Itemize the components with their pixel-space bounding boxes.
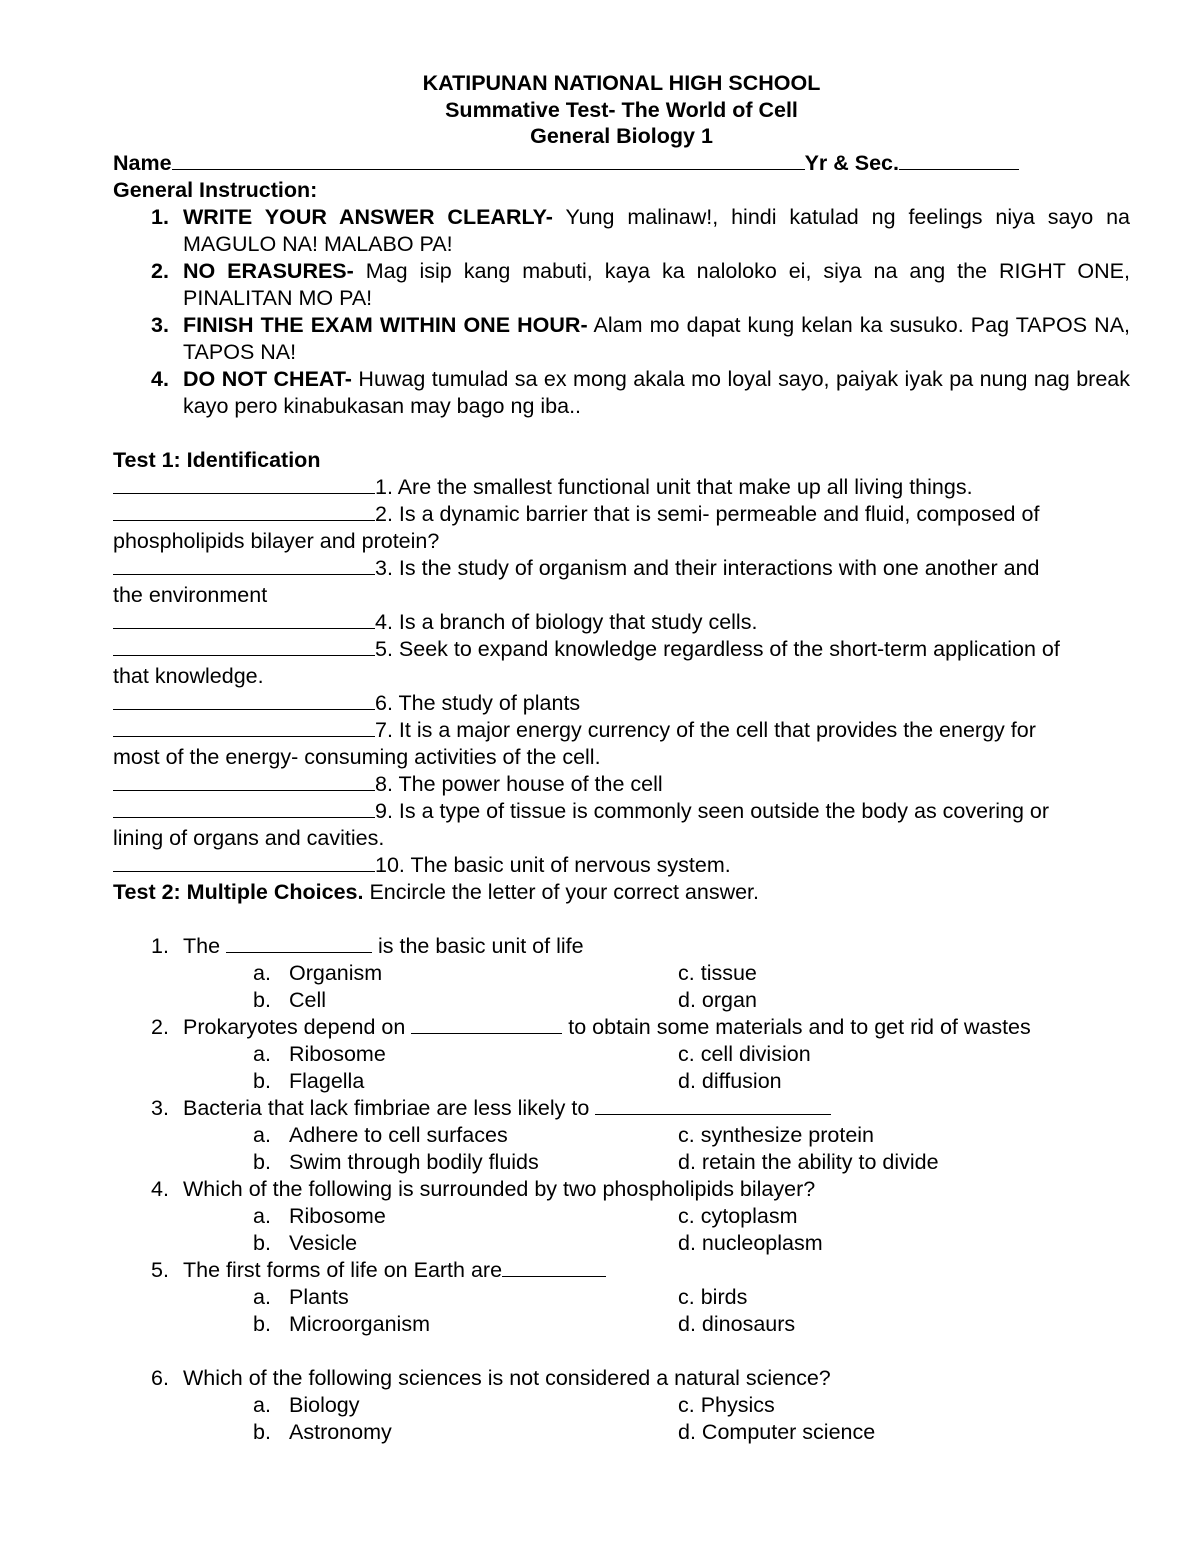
identification-item	[113, 609, 1130, 636]
option-b[interactable]	[113, 1311, 678, 1338]
identification-question: 4. Is a branch of biology that study cells.	[375, 609, 758, 634]
option-b[interactable]	[113, 987, 678, 1014]
mc-options-row	[113, 1311, 1130, 1338]
answer-blank[interactable]	[113, 718, 375, 737]
identification-question: 3. Is the study of organism and their interactions with one another and	[375, 555, 1040, 580]
option-letter: a.	[253, 960, 271, 985]
mc-question-pre: The	[183, 933, 227, 958]
option-b[interactable]	[113, 1419, 678, 1446]
instruction-text	[183, 366, 1130, 420]
option-letter: b.	[253, 1311, 271, 1336]
instruction-body: Mag isip kang mabuti, kaya ka naloloko ei, siya na ang the RIGHT ONE, PINALITAN MO PA!	[183, 258, 1130, 310]
school-name: KATIPUNAN NATIONAL HIGH SCHOOL	[422, 71, 821, 95]
option-letter: a.	[253, 1284, 271, 1309]
option-letter: c.	[678, 1041, 695, 1066]
mc-blank	[595, 1096, 831, 1115]
test1-heading: Test 1: Identification	[113, 447, 321, 472]
mc-options-row	[113, 1230, 1130, 1257]
option-a[interactable]	[113, 1122, 678, 1149]
option-letter: c.	[678, 1122, 695, 1147]
mc-blank	[226, 934, 372, 953]
option-letter: c.	[678, 960, 695, 985]
mc-blank	[502, 1258, 606, 1277]
instruction-number-text: 2.	[151, 258, 169, 283]
section-blank[interactable]	[899, 151, 1019, 170]
option-a[interactable]	[113, 1392, 678, 1419]
identification-question-cont: most of the energy- consuming activities of the cell.	[113, 744, 601, 769]
option-letter: b.	[253, 1419, 271, 1444]
option-text: Microorganism	[289, 1311, 430, 1336]
option-d[interactable]	[678, 1419, 1130, 1446]
mc-question-pre: The first forms of life on Earth are	[183, 1257, 503, 1282]
identification-item	[113, 636, 1130, 663]
identification-item	[113, 771, 1130, 798]
option-letter: c.	[678, 1392, 695, 1417]
identification-question: 5. Seek to expand knowledge regardless of the short-term application of	[375, 636, 1060, 661]
option-b[interactable]	[113, 1149, 678, 1176]
option-text: dinosaurs	[701, 1311, 796, 1336]
mc-number-text: 4.	[151, 1176, 169, 1201]
mc-question-text	[183, 1257, 1130, 1284]
instruction-number	[113, 366, 183, 420]
identification-question: 2. Is a dynamic barrier that is semi- permeable and fluid, composed of	[375, 501, 1040, 526]
instruction-item	[113, 312, 1130, 366]
instruction-text	[183, 258, 1130, 312]
mc-question-post: is the basic unit of life	[372, 933, 584, 958]
mc-question-text	[183, 1014, 1130, 1041]
mc-question-text	[183, 933, 1130, 960]
option-text: birds	[700, 1284, 748, 1309]
option-text: Plants	[289, 1284, 349, 1309]
mc-options-row	[113, 1419, 1130, 1446]
option-letter: c.	[678, 1284, 695, 1309]
option-text: organ	[701, 987, 757, 1012]
option-c[interactable]	[678, 1392, 1130, 1419]
instruction-number	[113, 204, 183, 258]
instruction-bold: FINISH THE EXAM WITHIN ONE HOUR-	[183, 312, 588, 337]
option-c[interactable]	[678, 1041, 1130, 1068]
option-c[interactable]	[678, 960, 1130, 987]
instruction-number	[113, 258, 183, 312]
mc-question	[113, 1014, 1130, 1041]
identification-question-cont: lining of organs and cavities.	[113, 825, 385, 850]
option-a[interactable]	[113, 1203, 678, 1230]
option-text: Swim through bodily fluids	[289, 1149, 539, 1174]
option-letter: a.	[253, 1122, 271, 1147]
option-text: Adhere to cell surfaces	[289, 1122, 508, 1147]
mc-question-number	[113, 1365, 183, 1392]
option-c[interactable]	[678, 1203, 1130, 1230]
option-letter: d.	[678, 1230, 696, 1255]
test2-heading-text: Encircle the letter of your correct answer.	[363, 879, 760, 904]
mc-options-row	[113, 960, 1130, 987]
mc-question	[113, 1176, 1130, 1203]
instruction-text	[183, 312, 1130, 366]
identification-question: 7. It is a major energy currency of the cell that provides the energy for	[375, 717, 1036, 742]
mc-question	[113, 1257, 1130, 1284]
spacer	[113, 1338, 1130, 1365]
identification-item	[113, 474, 1130, 501]
option-text: Computer science	[701, 1419, 876, 1444]
option-text: Ribosome	[289, 1041, 386, 1066]
option-letter: d.	[678, 987, 696, 1012]
instruction-text	[183, 204, 1130, 258]
answer-blank[interactable]	[113, 691, 375, 710]
option-text: nucleoplasm	[701, 1230, 823, 1255]
identification-item	[113, 555, 1130, 582]
identification-question-cont: phospholipids bilayer and protein?	[113, 528, 440, 553]
option-a[interactable]	[113, 960, 678, 987]
identification-question-cont: that knowledge.	[113, 663, 264, 688]
mc-question-pre: Prokaryotes depend on	[183, 1014, 412, 1039]
option-text: diffusion	[701, 1068, 782, 1093]
option-text: synthesize protein	[700, 1122, 875, 1147]
instruction-bold: WRITE YOUR ANSWER CLEARLY-	[183, 204, 553, 229]
mc-question	[113, 933, 1130, 960]
identification-question: 6. The study of plants	[375, 690, 581, 715]
answer-blank[interactable]	[113, 853, 375, 872]
answer-blank[interactable]	[113, 475, 375, 494]
mc-number-text: 2.	[151, 1014, 169, 1039]
test-title: Summative Test- The World of Cell	[445, 97, 798, 122]
exam-page	[113, 70, 1130, 1446]
option-d[interactable]	[678, 1149, 1130, 1176]
option-text: cytoplasm	[700, 1203, 798, 1228]
mc-question-number	[113, 1257, 183, 1284]
option-a[interactable]	[113, 1041, 678, 1068]
section-label: Yr & Sec.	[804, 150, 899, 175]
option-text: Vesicle	[289, 1230, 358, 1255]
answer-blank[interactable]	[113, 772, 375, 791]
instruction-bold: DO NOT CHEAT-	[183, 366, 352, 391]
mc-question-number	[113, 933, 183, 960]
option-letter: a.	[253, 1392, 271, 1417]
instructions-list	[113, 204, 1130, 420]
identification-question: 10. The basic unit of nervous system.	[375, 852, 731, 877]
mc-question-number	[113, 1014, 183, 1041]
option-text: cell division	[700, 1041, 811, 1066]
mc-number-text: 6.	[151, 1365, 169, 1390]
identification-question-cont: the environment	[113, 582, 268, 607]
option-letter: c.	[678, 1203, 695, 1228]
name-label: Name	[113, 150, 172, 175]
option-letter: d.	[678, 1068, 696, 1093]
identification-item	[113, 798, 1130, 825]
option-letter: a.	[253, 1041, 271, 1066]
instruction-body: Alam mo dapat kung kelan ka susuko. Pag TAPOS NA, TAPOS NA!	[183, 312, 1131, 364]
mc-options-row	[113, 1041, 1130, 1068]
option-text: Ribosome	[289, 1203, 386, 1228]
instruction-body: Yung malinaw!, hindi katulad ng feelings niya sayo na MAGULO NA! MALABO PA!	[183, 204, 1130, 256]
instruction-number-text: 3.	[151, 312, 169, 337]
option-letter: a.	[253, 1203, 271, 1228]
option-letter: b.	[253, 1230, 271, 1255]
answer-blank[interactable]	[113, 799, 375, 818]
mc-options-row	[113, 1284, 1130, 1311]
mc-number-text: 3.	[151, 1095, 169, 1120]
mc-options-row	[113, 1068, 1130, 1095]
option-b[interactable]	[113, 1068, 678, 1095]
mc-number-text: 1.	[151, 933, 169, 958]
option-text: retain the ability to divide	[701, 1149, 939, 1174]
identification-item	[113, 852, 1130, 879]
option-text: Flagella	[289, 1068, 365, 1093]
option-text: Organism	[289, 960, 383, 985]
test2-heading	[113, 879, 1130, 906]
instructions-heading: General Instruction:	[113, 177, 318, 202]
option-text: Physics	[700, 1392, 775, 1417]
identification-item	[113, 501, 1130, 528]
mc-question-pre: Which of the following is surrounded by two phospholipids bilayer?	[183, 1176, 816, 1201]
option-letter: d.	[678, 1149, 696, 1174]
option-letter: b.	[253, 1068, 271, 1093]
mc-number-text: 5.	[151, 1257, 169, 1282]
option-text: tissue	[700, 960, 757, 985]
instruction-item	[113, 258, 1130, 312]
mc-question-number	[113, 1095, 183, 1122]
mc-question-text	[183, 1095, 1130, 1122]
answer-blank[interactable]	[113, 610, 375, 629]
mc-options-row	[113, 1392, 1130, 1419]
identification-question: 9. Is a type of tissue is commonly seen outside the body as covering or	[375, 798, 1050, 823]
identification-item	[113, 717, 1130, 744]
option-c[interactable]	[678, 1284, 1130, 1311]
option-b[interactable]	[113, 1230, 678, 1257]
option-c[interactable]	[678, 1122, 1130, 1149]
mc-blank	[411, 1015, 562, 1034]
name-blank[interactable]	[172, 151, 805, 170]
identification-item	[113, 690, 1130, 717]
mc-question	[113, 1365, 1130, 1392]
instruction-bold: NO ERASURES-	[183, 258, 354, 283]
option-text: Biology	[289, 1392, 360, 1417]
answer-blank[interactable]	[113, 556, 375, 575]
instruction-number-text: 4.	[151, 366, 169, 391]
option-text: Astronomy	[289, 1419, 392, 1444]
option-letter: d.	[678, 1419, 696, 1444]
mc-question-pre: Which of the following sciences is not considered a natural science?	[183, 1365, 831, 1390]
identification-question: 8. The power house of the cell	[375, 771, 663, 796]
option-d[interactable]	[678, 1068, 1130, 1095]
test2-heading-bold: Test 2: Multiple Choices.	[113, 879, 364, 904]
option-d[interactable]	[678, 1230, 1130, 1257]
instruction-body: Huwag tumulad sa ex mong akala mo loyal sayo, paiyak iyak pa nung nag break kayo pero kinabukasan may bago ng iba..	[183, 366, 1130, 418]
mc-question-text	[183, 1176, 1130, 1203]
test1-questions	[113, 474, 1130, 879]
option-letter: b.	[253, 1149, 271, 1174]
name-section-row	[113, 150, 1130, 177]
option-d[interactable]	[678, 987, 1130, 1014]
mc-question	[113, 1095, 1130, 1122]
answer-blank[interactable]	[113, 637, 375, 656]
mc-options-row	[113, 1149, 1130, 1176]
instruction-item	[113, 366, 1130, 420]
answer-blank[interactable]	[113, 502, 375, 521]
mc-options-row	[113, 987, 1130, 1014]
mc-question-text	[183, 1365, 1130, 1392]
mc-options-row	[113, 1203, 1130, 1230]
instruction-number	[113, 312, 183, 366]
option-a[interactable]	[113, 1284, 678, 1311]
identification-question: 1. Are the smallest functional unit that make up all living things.	[375, 474, 973, 499]
instruction-number-text: 1.	[151, 204, 169, 229]
option-letter: d.	[678, 1311, 696, 1336]
mc-question-post: to obtain some materials and to get rid of wastes	[562, 1014, 1031, 1039]
test2-questions	[113, 933, 1130, 1446]
mc-options-row	[113, 1122, 1130, 1149]
subject-title: General Biology 1	[530, 124, 713, 148]
mc-question-pre: Bacteria that lack fimbriae are less likely to	[183, 1095, 596, 1120]
mc-question-number	[113, 1176, 183, 1203]
option-text: Cell	[289, 987, 327, 1012]
option-d[interactable]	[678, 1311, 1130, 1338]
option-letter: b.	[253, 987, 271, 1012]
instruction-item	[113, 204, 1130, 258]
